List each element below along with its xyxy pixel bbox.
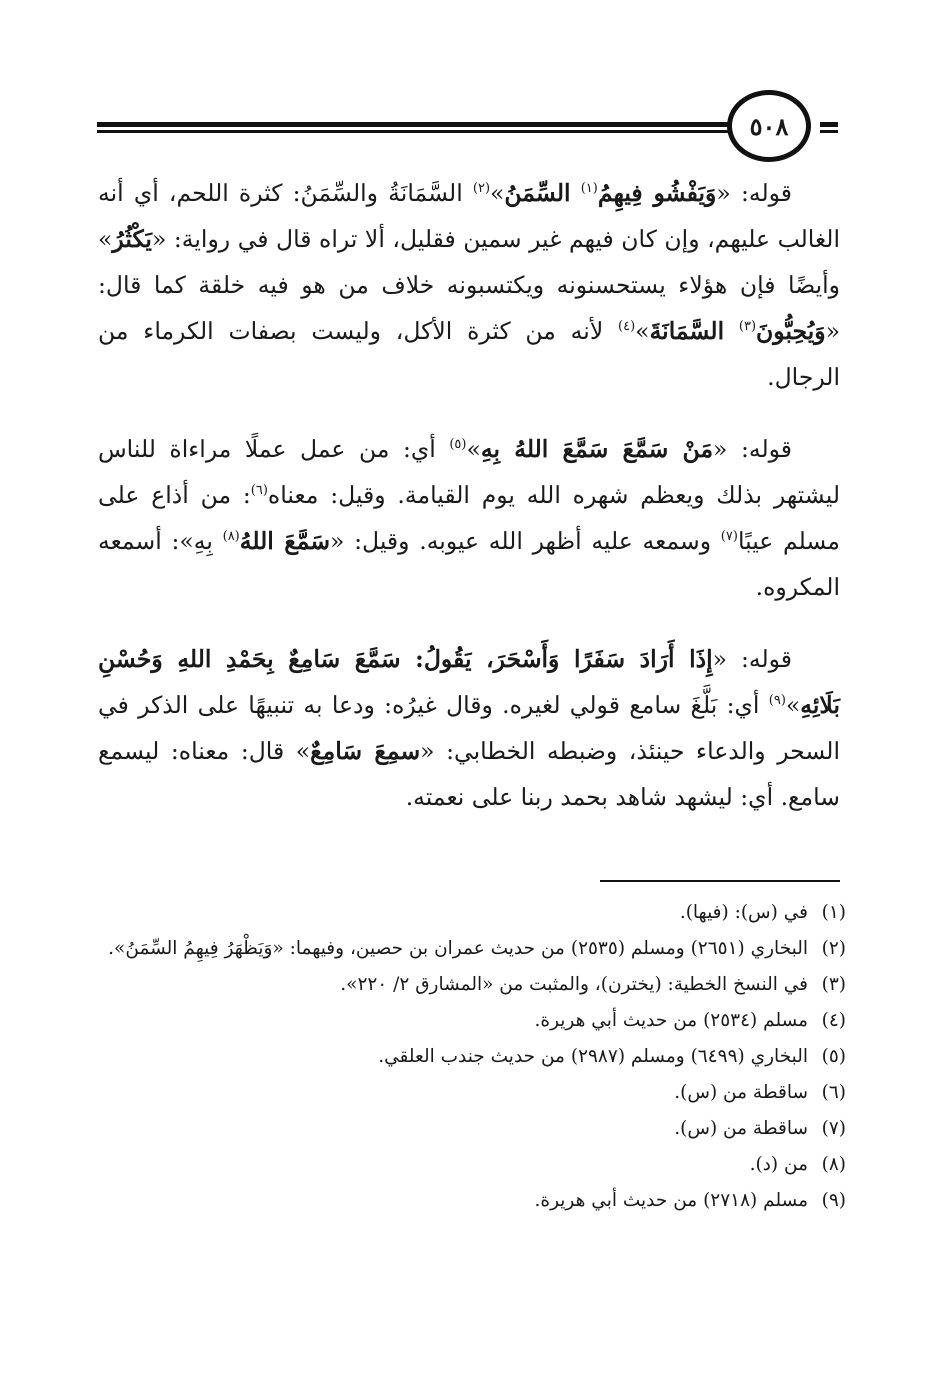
footnote-text: ساقطة من (س). bbox=[674, 1082, 808, 1103]
header-rule-right-thin bbox=[820, 130, 838, 133]
footnote-ref: (٣) bbox=[738, 319, 757, 335]
footnote-number: (٢) bbox=[821, 938, 846, 959]
commentary-text: السَّمَانَةُ والسِّمَنُ: كثرة اللحم، أي أنه الغالب عليهم، وإن كان فيهم غير سمين فقليل، ألا تراه قال في رواية: « bbox=[98, 179, 840, 253]
footnote-text: البخاري (٢٦٥١) ومسلم (٢٥٣٥) من حديث عمران بن حصين، وفيهما: «وَيَظْهَرُ فِيهِمُ السِّمَنُ». bbox=[108, 938, 808, 959]
footnotes bbox=[98, 895, 846, 1219]
header-rule bbox=[97, 122, 737, 127]
commentary-text: » bbox=[785, 691, 801, 719]
page-number: ٥٠٨ bbox=[749, 111, 789, 141]
commentary-text: بِهِ»: أسمعه المكروه. bbox=[98, 527, 840, 601]
hadith-quote: مَنْ سَمَّعَ سَمَّعَ اللهُ بِهِ bbox=[480, 435, 714, 463]
footnote-number: (٨) bbox=[821, 1154, 846, 1175]
footnote-ref: (٩) bbox=[768, 693, 786, 709]
footnote-text: ساقطة من (س). bbox=[674, 1118, 808, 1139]
footnote-number: (٦) bbox=[821, 1082, 846, 1103]
footnote bbox=[98, 931, 846, 967]
footnote-ref: (٦) bbox=[250, 483, 268, 499]
commentary-text: قوله: « bbox=[716, 179, 792, 207]
footnote bbox=[98, 1111, 846, 1147]
commentary-text: وسمعه عليه أظهر الله عيوبه. وقيل: « bbox=[330, 527, 721, 555]
footnote-separator bbox=[600, 880, 840, 882]
paragraph bbox=[98, 636, 840, 820]
commentary-text: » وأيضًا فإن هؤلاء يستحسنونه ويكتسبونه خلاف من هو فيه خلقة كما قال: « bbox=[98, 225, 840, 345]
footnote-number: (١) bbox=[821, 902, 846, 923]
hadith-quote: وَيَفْشُو فِيهِمُ bbox=[597, 179, 717, 207]
footnote-text: في النسخ الخطية: (يخترن)، والمثبت من «المشارق ٢/ ٢٢٠». bbox=[340, 974, 808, 995]
footnote-text: من (د). bbox=[749, 1154, 808, 1175]
footnote-ref: (١) bbox=[580, 181, 598, 197]
footnote-number: (٥) bbox=[821, 1046, 846, 1067]
footnote-text: مسلم (٢٧١٨) من حديث أبي هريرة. bbox=[534, 1190, 808, 1211]
hadith-quote: وَيُحِبُّونَ bbox=[756, 317, 826, 345]
footnote bbox=[98, 1183, 846, 1219]
header-rule-thin bbox=[97, 130, 737, 133]
commentary-text: قوله: « bbox=[712, 645, 792, 673]
footnote-ref: (٧) bbox=[720, 529, 738, 545]
main-text bbox=[98, 170, 840, 846]
footnote bbox=[98, 1003, 846, 1039]
footnote bbox=[98, 1147, 846, 1183]
footnote-number: (٧) bbox=[821, 1118, 846, 1139]
footnote-ref: (٨) bbox=[222, 529, 240, 545]
commentary-text: » bbox=[466, 435, 481, 463]
footnote-text: مسلم (٢٥٣٤) من حديث أبي هريرة. bbox=[534, 1010, 808, 1031]
footnote-number: (٣) bbox=[821, 974, 846, 995]
header-rule-right bbox=[820, 122, 838, 127]
commentary-text bbox=[724, 317, 739, 345]
page-number-ring bbox=[727, 90, 811, 162]
hadith-quote: سمِعَ سَامِعٌ bbox=[310, 737, 421, 765]
footnote bbox=[98, 1039, 846, 1075]
commentary-text bbox=[571, 179, 581, 207]
footnote-ref: (٥) bbox=[449, 437, 467, 453]
footnote-text: البخاري (٦٤٩٩) ومسلم (٢٩٨٧) من حديث جندب العلقي. bbox=[378, 1046, 808, 1067]
footnote bbox=[98, 1075, 846, 1111]
commentary-text: قوله: « bbox=[713, 435, 792, 463]
hadith-quote: السَّمَانَةَ bbox=[649, 317, 725, 345]
commentary-text: : من أذاع على مسلم عيبًا bbox=[98, 481, 840, 555]
footnote bbox=[98, 895, 846, 931]
hadith-quote: إِذَا أَرَادَ سَفَرًا وَأَسْحَرَ، يَقُولُ: سَمَّعَ سَامِعٌ بِحَمْدِ اللهِ وَحُسْنِ بَلَائِهِ bbox=[98, 645, 840, 719]
hadith-quote: يَكْثُرُ bbox=[112, 225, 152, 253]
page-header bbox=[0, 0, 948, 160]
commentary-text: لأنه من كثرة الأكل، وليست بصفات الكرماء من الرجال. bbox=[98, 317, 840, 391]
commentary-text: » قال: معناه: ليسمع سامع. أي: ليشهد شاهد بحمد ربنا على نعمته. bbox=[98, 737, 840, 811]
footnote-number: (٩) bbox=[821, 1190, 846, 1211]
hadith-quote: السِّمَنُ bbox=[504, 179, 571, 207]
commentary-text: أي: من عمل عملًا مراءاة للناس ليشتهر بذلك ويعظم شهره الله يوم القيامة. وقيل: معناه bbox=[98, 435, 840, 509]
footnote-text: في (س): (فيها). bbox=[679, 902, 808, 923]
footnote-ref: (٤) bbox=[618, 319, 636, 335]
footnote-ref: (٢) bbox=[472, 181, 491, 197]
commentary-text: أي: بَلَّغَ سامع قولي لغيره. وقال غيرُه: ودعا به تنبيهًا على الذكر في السحر والدعاء حينئذ، وضبطه الخطابي: « bbox=[98, 691, 840, 765]
paragraph bbox=[98, 426, 840, 610]
commentary-text: » bbox=[490, 179, 505, 207]
commentary-text: » bbox=[635, 317, 650, 345]
paragraph bbox=[98, 170, 840, 400]
footnote-number: (٤) bbox=[821, 1010, 846, 1031]
hadith-quote: سَمَّعَ اللهُ bbox=[239, 527, 331, 555]
footnote bbox=[98, 967, 846, 1003]
